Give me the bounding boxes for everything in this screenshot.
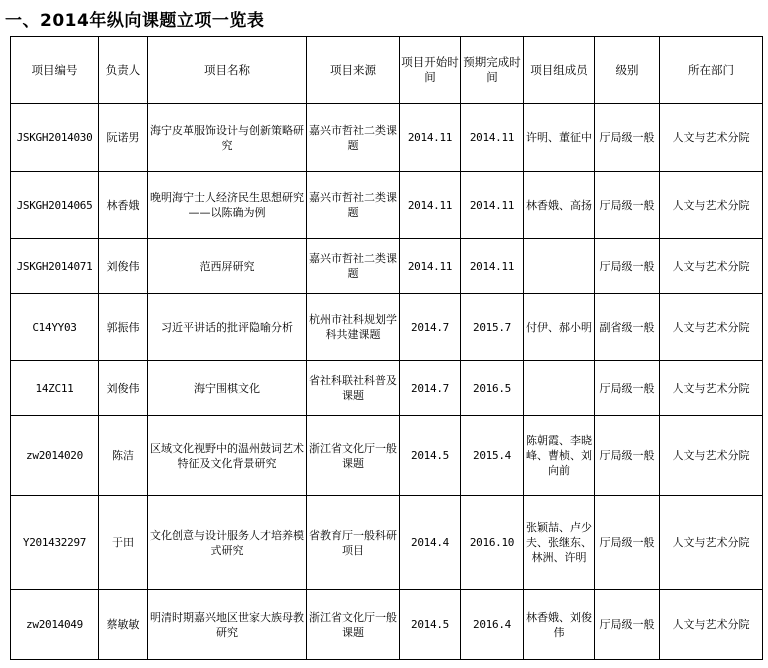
table-row [11,590,763,660]
cell-leader: 刘俊伟 [99,361,148,416]
cell-leader: 郭振伟 [99,294,148,361]
cell-level: 厅局级一般 [595,590,660,660]
cell-title-text: 晚明海宁士人经济民生思想研究——以陈确为例 [150,191,304,219]
header-code: 项目编号 [11,37,99,104]
cell-leader: 阮诺男 [99,104,148,172]
header-dept: 所在部门 [660,37,763,104]
cell-end: 2014.11 [461,239,524,294]
table-row [11,416,763,496]
cell-source: 浙江省文化厅一般课题 [307,416,400,496]
cell-title-text: 范西屏研究 [199,259,255,273]
cell-members: 陈朝霞、李晓峰、曹桢、刘向前 [524,416,595,496]
table-header-row [11,37,763,104]
cell-members: 付伊、郝小明 [524,294,595,361]
cell-start: 2014.7 [400,294,461,361]
cell-end: 2015.4 [461,416,524,496]
cell-title-text: 海宁围棋文化 [194,381,260,395]
cell-dept: 人文与艺术分院 [660,172,763,239]
cell-leader: 林香娥 [99,172,148,239]
header-members: 项目组成员 [524,37,595,104]
header-source: 项目来源 [307,37,400,104]
cell-leader: 蔡敏敏 [99,590,148,660]
cell-members [524,239,595,294]
cell-source: 省社科联社科普及课题 [307,361,400,416]
cell-start: 2014.4 [400,496,461,590]
cell-start: 2014.11 [400,239,461,294]
cell-start: 2014.7 [400,361,461,416]
table-row [11,294,763,361]
cell-leader: 刘俊伟 [99,239,148,294]
project-table [10,36,763,660]
cell-members: 张颖喆、卢少夫、张继东、林洲、许明 [524,496,595,590]
cell-dept: 人文与艺术分院 [660,361,763,416]
cell-dept: 人文与艺术分院 [660,104,763,172]
cell-code: zw2014049 [11,590,99,660]
header-level: 级别 [595,37,660,104]
page-title: 一、2014年纵向课题立项一览表 [5,11,265,31]
cell-title [148,361,307,416]
cell-start: 2014.11 [400,172,461,239]
cell-level: 厅局级一般 [595,361,660,416]
header-title: 项目名称 [148,37,307,104]
cell-dept: 人文与艺术分院 [660,590,763,660]
header-end: 预期完成时间 [461,37,524,104]
cell-end: 2014.11 [461,104,524,172]
cell-start: 2014.5 [400,590,461,660]
cell-level: 厅局级一般 [595,416,660,496]
table-row [11,239,763,294]
cell-members: 许明、董征中 [524,104,595,172]
cell-title [148,416,307,496]
table-row [11,496,763,590]
cell-members [524,361,595,416]
cell-source: 浙江省文化厅一般课题 [307,590,400,660]
cell-code: JSKGH2014030 [11,104,99,172]
cell-title [148,294,307,361]
cell-end: 2016.5 [461,361,524,416]
cell-end: 2014.11 [461,172,524,239]
cell-title [148,590,307,660]
cell-code: C14YY03 [11,294,99,361]
cell-source: 嘉兴市哲社二类课题 [307,104,400,172]
cell-source: 嘉兴市哲社二类课题 [307,239,400,294]
cell-end: 2016.10 [461,496,524,590]
cell-code: 14ZC11 [11,361,99,416]
cell-end: 2015.7 [461,294,524,361]
cell-dept: 人文与艺术分院 [660,416,763,496]
cell-title-text: 海宁皮革服饰设计与创新策略研究 [150,123,304,152]
cell-code: JSKGH2014065 [11,172,99,239]
cell-code: JSKGH2014071 [11,239,99,294]
cell-dept: 人文与艺术分院 [660,294,763,361]
cell-title-text: 文化创意与设计服务人才培养模式研究 [150,528,304,557]
cell-dept: 人文与艺术分院 [660,239,763,294]
table-row [11,104,763,172]
cell-members: 林香娥、高扬 [524,172,595,239]
cell-code: Y201432297 [11,496,99,590]
cell-dept: 人文与艺术分院 [660,496,763,590]
cell-level: 厅局级一般 [595,496,660,590]
cell-title [148,172,307,239]
cell-leader: 于田 [99,496,148,590]
cell-end: 2016.4 [461,590,524,660]
cell-code: zw2014020 [11,416,99,496]
cell-level: 厅局级一般 [595,239,660,294]
table-row [11,361,763,416]
cell-title [148,239,307,294]
cell-source: 嘉兴市哲社二类课题 [307,172,400,239]
cell-level: 厅局级一般 [595,104,660,172]
cell-leader: 陈洁 [99,416,148,496]
cell-level: 厅局级一般 [595,172,660,239]
cell-title [148,496,307,590]
cell-title-text: 明清时期嘉兴地区世家大族母教研究 [150,610,304,639]
cell-level: 副省级一般 [595,294,660,361]
cell-title-text: 习近平讲话的批评隐喻分析 [161,320,293,334]
cell-source: 省教育厅一般科研项目 [307,496,400,590]
cell-start: 2014.5 [400,416,461,496]
cell-start: 2014.11 [400,104,461,172]
header-start: 项目开始时间 [400,37,461,104]
cell-source: 杭州市社科规划学科共建课题 [307,294,400,361]
table-row [11,172,763,239]
cell-title-text: 区域文化视野中的温州鼓词艺术特征及文化背景研究 [150,441,304,470]
header-leader: 负责人 [99,37,148,104]
cell-title [148,104,307,172]
cell-members: 林香娥、刘俊伟 [524,590,595,660]
